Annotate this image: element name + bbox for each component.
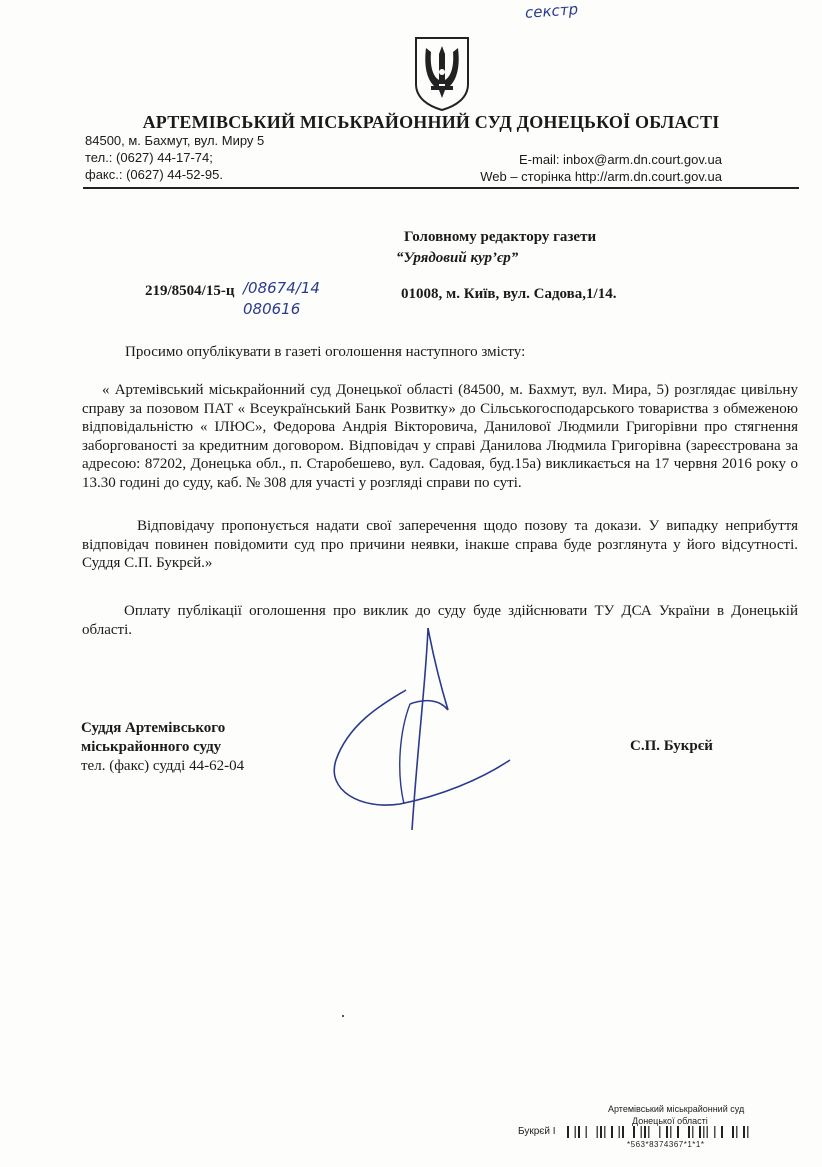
court-contacts-right xyxy=(480,151,722,185)
court-address: 84500, м. Бахмут, вул. Миру 5 xyxy=(85,133,265,148)
announcement-text-2: Відповідачу пропонується надати свої заперечення щодо позову та докази. У випадку неприбуття відповідач повинен повідомити суд про причини неявки, інакше справа буде розглянута у його відсутності. Суддя С.П. Букрєй.» xyxy=(82,518,798,572)
court-phone: тел.: (0627) 44-17-74; xyxy=(85,150,213,165)
stamp-author: Букрєй І xyxy=(518,1126,556,1137)
court-email: E-mail: inbox@arm.dn.court.gov.ua xyxy=(519,152,722,167)
signatory-name: С.П. Букрєй xyxy=(630,738,713,754)
court-name-heading: АРТЕМІВСЬКИЙ МІСЬКРАЙОННИЙ СУД ДОНЕЦЬКОЇ ОБЛАСТІ xyxy=(142,112,720,132)
recipient-address: 01008, м. Київ, вул. Садова,1/14. xyxy=(401,286,617,302)
signatory-title-line1: Суддя Артемівського xyxy=(81,720,226,736)
handwritten-corner-note: секстр xyxy=(524,0,579,22)
recipient-newspaper: “Урядовий кур’єр” xyxy=(396,250,519,266)
recipient-title: Головному редактору газети xyxy=(404,229,597,245)
trident-emblem-icon xyxy=(412,34,472,112)
handwritten-reference-line1: /08674/14 xyxy=(243,279,320,297)
stamp-region: Донецької області xyxy=(632,1116,708,1126)
barcode-icon xyxy=(567,1126,802,1138)
recipient-block xyxy=(396,227,596,269)
announcement-paragraph-2 xyxy=(82,517,798,573)
signatory-title-line2: міськрайонного суду xyxy=(81,739,222,755)
handwritten-signature-icon xyxy=(330,620,520,840)
handwritten-reference-line2: 080616 xyxy=(243,300,301,318)
signatory-block xyxy=(81,719,244,776)
header-divider xyxy=(83,187,799,189)
stamp-code: *563*8374367*1*1* xyxy=(627,1140,705,1149)
signatory-phone: тел. (факс) судді 44-62-04 xyxy=(81,758,245,774)
court-contacts-left xyxy=(85,132,264,183)
announcement-paragraph-1 xyxy=(82,381,798,493)
payment-text: Оплату публікації оголошення про виклик до суду буде здійснювати ТУ ДСА України в Донецькій області. xyxy=(82,603,798,638)
court-fax: факс.: (0627) 44-52-95. xyxy=(85,167,223,182)
intro-paragraph: Просимо опублікувати в газеті оголошення наступного змісту: xyxy=(125,344,526,360)
registry-stamp xyxy=(512,1104,812,1159)
court-website: Web – сторінка http://arm.dn.court.gov.ua xyxy=(480,169,722,184)
reference-number: 219/8504/15-ц xyxy=(145,283,235,299)
stamp-court-name: Артемівський міськрайонний суд xyxy=(608,1104,745,1114)
speck xyxy=(342,1015,344,1017)
announcement-text-1: « Артемівський міськрайонний суд Донецької області (84500, м. Бахмут, вул. Мира, 5) розглядає цивільну справу за позовом ПАТ « Всеукраїнський Банк Розвитку» до Сільськогосподарського товариства з обмеженою відповідальністю « ІЛЮС», Федорова Андрія Вікторовича, Данилової Людмили Григорівни про стягнення заборгованості за кредитним договором. Відповідач у справі Данилова Людмила Григорівна (зареєстрована за адресою: 87202, Донецька обл., п. Старобешево, вул. Садовая, буд.15а) викликається на 17 червня 2016 року о 13.30 годині до суду, каб. № 308 для участі у розгляді справи по суті. xyxy=(82,382,798,491)
handwritten-reference xyxy=(243,278,320,320)
